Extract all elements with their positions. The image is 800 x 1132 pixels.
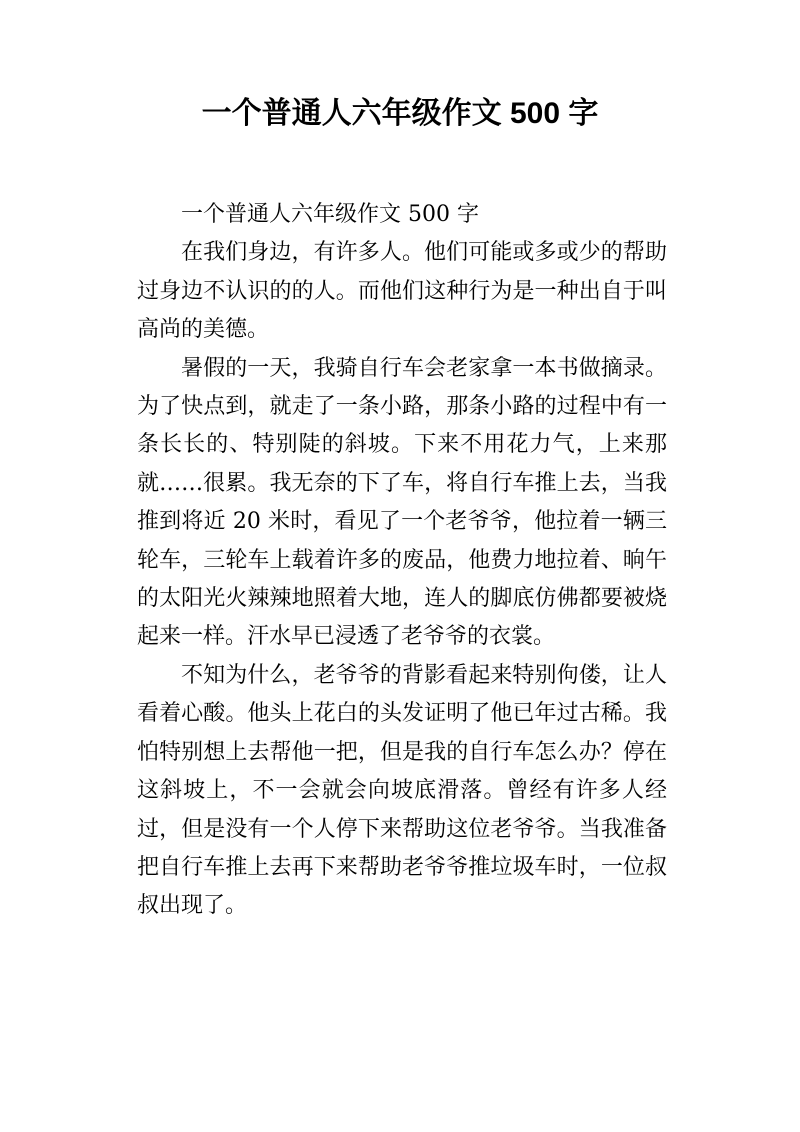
- paragraph-old-man: 不知为什么，老爷爷的背影看起来特别佝偻，让人看着心酸。他头上花白的头发证明了他已年过古稀。我怕特别想上去帮他一把，但是我的自行车怎么办？停在这斜坡上，不一会就会向坡底滑落。曾经有许多人经过，但是没有一个人停下来帮助这位老爷爷。当我准备把自行车推上去再下来帮助老爷爷推垃圾车时，一位叔叔出现了。: [137, 662, 667, 919]
- essay-body: [137, 196, 667, 926]
- paragraph-subtitle: 一个普通人六年级作文 500 字: [181, 202, 479, 227]
- paragraph-summer-day: 暑假的一天，我骑自行车会老家拿一本书做摘录。为了快点到，就走了一条小路，那条小路的过程中有一条长长的、特别陡的斜坡。下来不用花力气，上来那就……很累。我无奈的下了车，将自行车推上去，当我推到将近 20 米时，看见了一个老爷爷，他拉着一辆三轮车，三轮车上载着许多的废品，他费力地拉着、晌午的太阳光火辣辣地照着大地，连人的脚底仿佛都要被烧起来一样。汗水早已浸透了老爷爷的衣裳。: [137, 355, 667, 650]
- paragraph-intro: 在我们身边，有许多人。他们可能或多或少的帮助过身边不认识的的人。而他们这种行为是一种出自于叫高尚的美德。: [137, 240, 667, 343]
- page-title: 一个普通人六年级作文 500 字: [201, 97, 599, 130]
